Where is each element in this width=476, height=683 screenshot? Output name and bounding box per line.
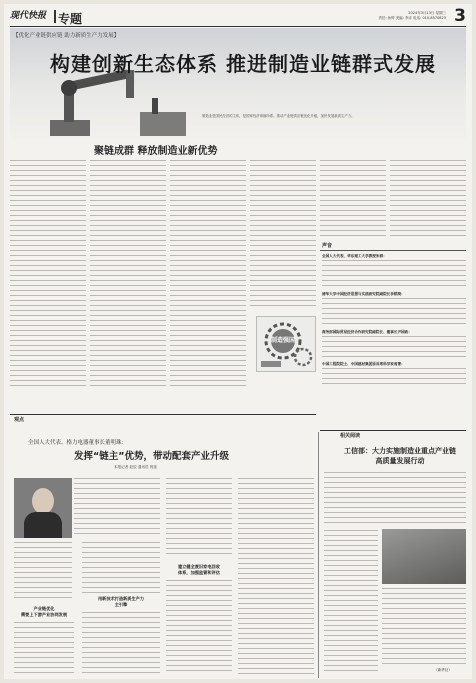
bottom-byline: 本报记者 赵辰 通讯员 郭延 xyxy=(114,465,157,469)
col-head-3: 建立健全废旧家电回收 体系，加强监管和评估 xyxy=(178,564,220,575)
related-tag: 相关阅读 xyxy=(340,433,361,439)
section-title: 专题 xyxy=(58,12,83,26)
voices-item-3: 商务部国际贸易经济合作研究院副院长、董事长尹国政： xyxy=(322,330,412,334)
section-divider xyxy=(54,10,56,23)
voices-text-4 xyxy=(322,368,466,386)
bottom-column-3a xyxy=(166,478,232,558)
bottom-column-1b xyxy=(14,542,72,602)
voices-text-3 xyxy=(322,336,466,358)
hero-kicker: 【优化产业链供应链 助力新质生产力发展】 xyxy=(13,33,120,39)
bottom-column-2b xyxy=(82,612,160,674)
robot-arm-image xyxy=(40,68,190,140)
masthead xyxy=(10,8,466,27)
voices-item-1: 全国人大代表、华东理工大学教授朱群： xyxy=(322,254,387,258)
voices-text-2 xyxy=(322,298,466,326)
hero-headline: 构建创新生态体系 推进制造业链群式发展 xyxy=(50,52,436,76)
bottom-column-1c xyxy=(14,622,74,674)
bottom-headline: 发挥“链主”优势，带动配套产业升级 xyxy=(74,451,229,462)
related-rule xyxy=(320,430,466,431)
bottom-column-1a xyxy=(74,478,160,538)
related-source: （新华社） xyxy=(434,668,452,672)
related-headline: 工信部：大力实施制造业重点产业链 高质量发展行动 xyxy=(344,447,456,465)
voices-tag: 声音 xyxy=(322,243,333,249)
body-column-4 xyxy=(250,160,316,310)
bottom-kicker: 全国人大代表、格力电器董事长董明珠： xyxy=(28,440,128,446)
voices-item-2: 清华大学中国经济思想与实践研究院副院长李稻葵： xyxy=(322,292,405,296)
related-text-3 xyxy=(382,588,466,664)
bottom-column-4 xyxy=(238,478,314,674)
voices-item-4: 中国工程院院士、中国建材集团原首席科学家周菁： xyxy=(322,362,405,366)
hero-subheadline: 聚链成群 释放制造业新优势 xyxy=(94,146,218,157)
col-head-2: 用新技术打造新质生产力 主引擎 xyxy=(97,596,145,607)
column-divider xyxy=(318,432,319,678)
factory-photo xyxy=(382,529,466,584)
body-column-3 xyxy=(170,160,246,386)
hero-banner xyxy=(10,28,466,140)
body-column-5 xyxy=(320,160,386,236)
newspaper-page xyxy=(4,4,472,679)
body-column-2 xyxy=(90,160,166,386)
bottom-column-2a xyxy=(82,542,160,594)
voices-text-1 xyxy=(322,260,466,288)
voices-rule xyxy=(320,250,466,251)
gear-illustration xyxy=(256,316,316,372)
illustration-label: 制造强国 xyxy=(271,337,296,344)
hero-deck: 制造业是国民经济的主体，是国家经济命脉所系。推动产业链供应链优化升级，加快发展新质生产力。 xyxy=(202,114,355,118)
bottom-column-3b xyxy=(166,580,232,674)
related-text-2 xyxy=(324,530,378,674)
page-number: 3 xyxy=(454,6,466,26)
gear-icon xyxy=(257,317,315,371)
body-column-6 xyxy=(390,160,466,236)
viewpoint-rule xyxy=(10,414,316,415)
viewpoint-tag: 观点 xyxy=(14,417,25,423)
related-text-1 xyxy=(324,472,466,526)
portrait-photo xyxy=(14,478,72,538)
body-column-1 xyxy=(10,160,86,386)
date-line: 2024年3月13日 星期三 xyxy=(408,11,446,15)
col-head-1: 产业链优化 需要上下游产业协同发展 xyxy=(20,606,68,617)
editor-line: 责任: 孙烨 美编: 李卉 电话: 010-8570823 xyxy=(378,16,446,20)
issue-meta xyxy=(378,11,446,21)
paper-name: 现代快报 xyxy=(10,11,47,21)
